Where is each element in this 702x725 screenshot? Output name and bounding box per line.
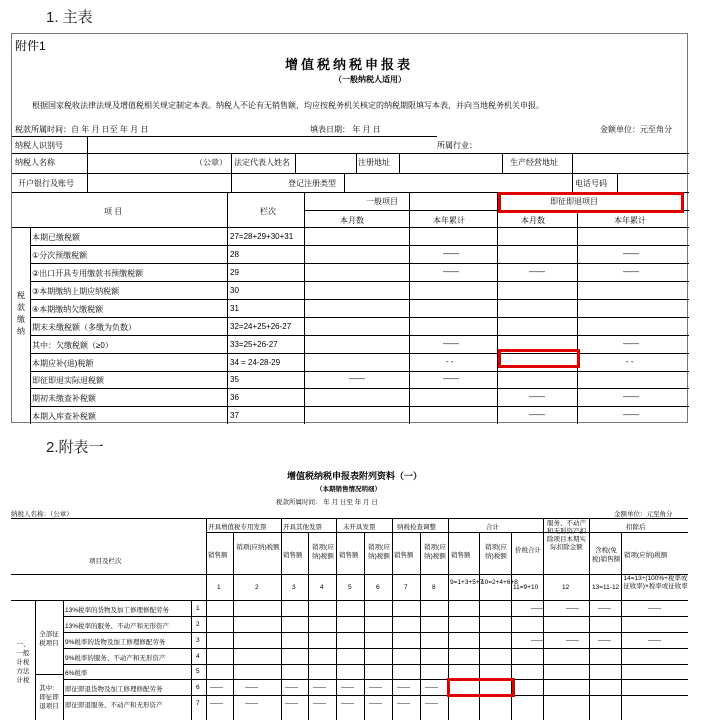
dash-cell: ——	[623, 392, 639, 401]
dash-cell: ——	[369, 700, 382, 707]
group-deduction: 服务、不动产和无形资产扣除项目本期实际扣除金额	[547, 520, 586, 551]
row-item: 期末未缴税额（多缴为负数）	[32, 323, 136, 332]
row-line: 29	[230, 268, 239, 277]
registered-address-label: 注册地址	[358, 158, 390, 167]
col-num: 12	[562, 584, 570, 591]
annex-title: 增值税纳税申报表附列资料（一）	[287, 471, 423, 481]
group-other-invoice: 开具其他发票	[283, 524, 322, 531]
row-item: 本期应补(退)税额	[32, 359, 94, 368]
col-num: 10=2+4+6+8	[481, 579, 518, 586]
dash-cell: ——	[341, 684, 354, 691]
row-line: 37	[230, 411, 239, 420]
dash-cell: ——	[210, 684, 223, 691]
phone-label: 电话号码	[575, 179, 607, 188]
column-header-refund: 即征即退项目	[550, 197, 598, 206]
sub-sales: 销售额	[208, 552, 228, 559]
dash-cell: ——	[443, 249, 459, 258]
col-num: 2	[255, 584, 259, 591]
registration-type-label: 登记注册类型	[288, 179, 336, 188]
side-label-tax-payment: 税款缴纳	[17, 291, 25, 336]
sub-after-tax: 销项(应纳)税额	[624, 552, 668, 559]
dash-cell: ——	[598, 605, 611, 612]
row-item: ①分次预缴税额	[32, 251, 88, 260]
annex-row-label: 即征即退服务、不动产和无形资产	[65, 702, 163, 709]
bank-account-label: 开户银行及账号	[18, 179, 74, 188]
tax-period: 税款所属时间：自 年 月 日至 年 月 日	[15, 125, 149, 134]
dash-cell: ——	[648, 637, 661, 644]
dash-cell: ——	[245, 700, 258, 707]
col-num: 9=1+3+5+7	[450, 579, 484, 586]
section-heading-main-form: 1. 主表	[46, 9, 93, 26]
col-num: 8	[432, 584, 436, 591]
dash-cell: ——	[210, 700, 223, 707]
annex-subtitle: （本期销售情况明细）	[316, 486, 381, 493]
dash-cell: ——	[623, 249, 639, 258]
side-all-taxable: 全部征税项目	[39, 631, 59, 647]
seal-label: （公章）	[195, 158, 227, 167]
annex-taxpayer: 纳税人名称：（公章）	[11, 511, 73, 518]
row-line: 27=28+29+30+31	[230, 232, 294, 241]
row-line: 31	[230, 304, 239, 313]
dash-cell: ——	[313, 684, 326, 691]
row-line: 28	[230, 250, 239, 259]
col-num: 1	[217, 584, 221, 591]
sub-sales: 销售额	[283, 552, 303, 559]
row-item: 即征即退实际退税额	[32, 376, 104, 385]
dash-cell: ——	[397, 684, 410, 691]
annex-row-no: 6	[196, 684, 200, 691]
dash-cell: ——	[369, 684, 382, 691]
annex-row-label: 9%税率的货物及加工修理修配劳务	[65, 639, 166, 646]
dash-cell: ——	[648, 605, 661, 612]
col-num: 3	[292, 584, 296, 591]
dash-cell: ——	[285, 684, 298, 691]
group-tax-inspection: 纳税检查调整	[397, 524, 436, 531]
sub-tax: 销项(应纳)税额	[312, 544, 334, 560]
sub-sales: 销售额	[339, 552, 359, 559]
annex-row-no: 7	[196, 700, 200, 707]
col-num: 7	[404, 584, 408, 591]
sub-tax: 销项(应纳)税额	[424, 544, 446, 560]
annex-row-label: 13%税率的服务、不动产和无形资产	[65, 623, 170, 630]
column-header-line: 栏次	[260, 207, 276, 216]
taxpayer-id-label: 纳税人识别号	[15, 141, 63, 150]
dash-cell: ——	[425, 684, 438, 691]
dash-cell: ——	[529, 392, 545, 401]
dash-cell: ——	[566, 605, 579, 612]
form-title: 增值税纳税申报表	[285, 58, 414, 73]
annex-row-no: 4	[196, 653, 200, 660]
row-line: 32=24+25+26-27	[230, 322, 292, 331]
legal-rep-label: 法定代表人姓名	[234, 158, 290, 167]
annex-period: 税款所属时间： 年 月 日至 年 月 日	[276, 499, 378, 506]
annex-item-column: 项目及栏次	[89, 558, 122, 565]
highlight-box-refund-header	[498, 192, 684, 213]
sub-total: 价税合计	[515, 547, 541, 554]
annex-row-no: 2	[196, 621, 200, 628]
section-heading-annex-one: 2.附表一	[46, 439, 104, 456]
dash-cell: ——	[397, 700, 410, 707]
annex-unit: 金额单位：元至角分	[614, 511, 673, 518]
annex-label: 附件1	[15, 39, 46, 53]
dash-cell: - -	[446, 357, 454, 366]
dash-cell: ——	[598, 637, 611, 644]
row-line: 36	[230, 393, 239, 402]
dash-cell: ——	[623, 267, 639, 276]
col-num: 6	[376, 584, 380, 591]
dash-cell: ——	[245, 684, 258, 691]
business-address-label: 生产经营地址	[510, 158, 558, 167]
row-item: 本期已缴税额	[32, 233, 80, 242]
dash-cell: ——	[566, 637, 579, 644]
col-num: 11=9+10	[513, 584, 539, 591]
dash-cell: ——	[313, 700, 326, 707]
form-subtitle: （一般纳税人适用）	[334, 75, 406, 84]
amount-unit: 金额单位：元至角分	[600, 125, 672, 134]
row-line: 33=25+26-27	[230, 340, 278, 349]
highlight-box-refund-cell	[498, 349, 580, 368]
dash-cell: ——	[443, 267, 459, 276]
sub-sales: 销售额	[451, 552, 471, 559]
dash-cell: ——	[529, 267, 545, 276]
vat-return-main-form	[11, 33, 688, 423]
column-header-refund-month: 本月数	[521, 216, 545, 225]
dash-cell: - -	[626, 357, 634, 366]
group-total: 合计	[486, 524, 499, 531]
side-general-method: 一、一般计税方法计税	[16, 641, 30, 684]
dash-cell: ——	[443, 339, 459, 348]
group-special-invoice: 开具增值税专用发票	[208, 524, 267, 531]
sub-tax: 销项(应纳)税额	[485, 544, 507, 560]
column-header-general-ytd: 本年累计	[433, 216, 465, 225]
dash-cell: ——	[623, 339, 639, 348]
row-line: 30	[230, 286, 239, 295]
column-header-general: 一般项目	[366, 197, 398, 206]
annex-row-no: 1	[196, 605, 200, 612]
sub-sales: 销售额	[394, 552, 414, 559]
row-item: 本期入库查补税额	[32, 412, 96, 421]
row-item: 其中：欠缴税额（≥0）	[32, 341, 113, 350]
sub-after-sales: 含税(免税)销售额	[591, 547, 621, 563]
annex-row-no: 5	[196, 668, 200, 675]
col-num: 4	[320, 584, 324, 591]
form-intro: 根据国家税收法律法规及增值税相关规定制定本表。纳税人不论有无销售额，均应按税务机关核定的纳税期限填写本表，并向当地税务机关申报。	[32, 101, 544, 110]
row-item: 期初未缴查补税额	[32, 394, 96, 403]
annex-row-label: 即征即退货物及加工修理修配劳务	[65, 686, 163, 693]
annex-row-label: 6%税率	[65, 670, 88, 677]
annex-row-label: 13%税率的货物及加工修理修配劳务	[65, 607, 170, 614]
dash-cell: ——	[425, 700, 438, 707]
row-item: ④本期缴纳欠缴税额	[32, 305, 104, 314]
annex-row-label: 9%税率的服务、不动产和无形资产	[65, 655, 166, 662]
annex-row-no: 3	[196, 637, 200, 644]
col-num: 13=11-12	[592, 584, 620, 591]
dash-cell: ——	[623, 410, 639, 419]
industry-label: 所属行业：	[437, 141, 477, 150]
sub-tax: 销项(应纳)税额	[236, 544, 280, 551]
side-refund-items: 其中：即征即退项目	[39, 685, 59, 710]
column-header-refund-ytd: 本年累计	[614, 216, 646, 225]
group-no-invoice: 未开具发票	[343, 524, 376, 531]
dash-cell: ——	[531, 605, 544, 612]
dash-cell: ——	[341, 700, 354, 707]
row-line: 34 = 24-28-29	[230, 358, 281, 367]
sub-tax: 销项(应纳)税额	[368, 544, 390, 560]
dash-cell: ——	[529, 410, 545, 419]
column-header-general-month: 本月数	[340, 216, 364, 225]
row-item: ③本期缴纳上期应纳税额	[32, 287, 120, 296]
column-header-item: 项 目	[104, 207, 123, 216]
row-item: ②出口开具专用缴款书预缴税额	[32, 269, 144, 278]
dash-cell: ——	[443, 374, 459, 383]
fill-date: 填表日期： 年 月 日	[310, 125, 381, 134]
dash-cell: ——	[349, 374, 365, 383]
taxpayer-name-label: 纳税人名称	[15, 158, 55, 167]
dash-cell: ——	[531, 637, 544, 644]
highlight-box-annex-cell	[447, 678, 515, 697]
row-line: 35	[230, 375, 239, 384]
col-num: 14=13÷(100%+税率或征收率)×税率或征收率	[623, 575, 688, 590]
vat-annex-one-form	[11, 462, 688, 720]
col-num: 5	[348, 584, 352, 591]
dash-cell: ——	[285, 700, 298, 707]
group-after-deduction: 扣除后	[626, 524, 646, 531]
